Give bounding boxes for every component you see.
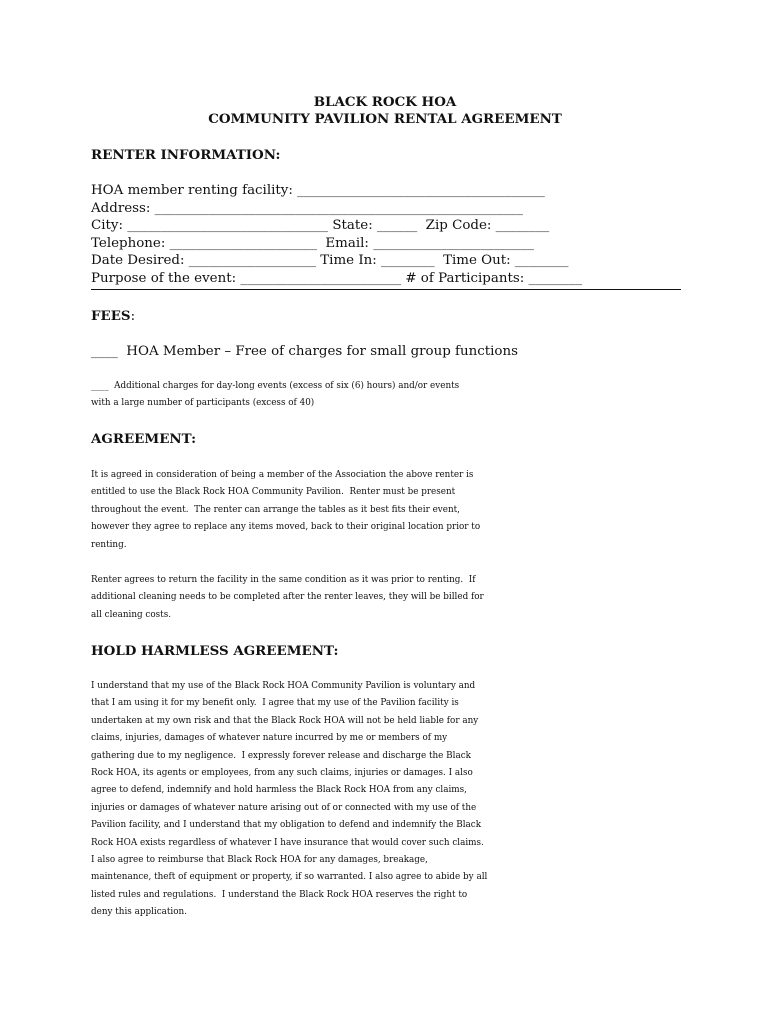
telephone-email-field: Telephone: ______________________ Email: ________________________: [91, 236, 534, 251]
document-title: BLACK ROCK HOA: [313, 94, 457, 110]
fees-heading: [91, 308, 135, 325]
fees-heading-label: FEES: [91, 308, 131, 324]
hold-harmless-heading: HOLD HARMLESS AGREEMENT:: [91, 643, 339, 659]
paragraph-line: I understand that my use of the Black Rock HOA Community Pavilion is voluntary and: [91, 681, 476, 691]
fee-option-additional-line: ____ Additional charges for day-long events (excess of six (6) hours) and/or events: [91, 381, 460, 391]
city-state-zip-field: City: ______________________________ State: ______ Zip Code: ________: [91, 218, 550, 233]
paragraph-line: I also agree to reimburse that Black Rock HOA for any damages, breakage,: [91, 855, 428, 866]
fee-option-member: ____ HOA Member – Free of charges for small group functions: [91, 344, 518, 359]
paragraph-line: that I am using it for my benefit only. I agree that my use of the Pavilion facility is: [91, 698, 459, 709]
paragraph-line: Renter agrees to return the facility in the same condition as it was prior to renting. If: [91, 575, 476, 585]
paragraph-line: deny this application.: [91, 907, 188, 918]
fees-heading-colon: :: [130, 309, 136, 324]
paragraph-line: injuries or damages of whatever nature arising out of or connected with my use of the: [91, 802, 477, 813]
address-field: Address: _______________________________________________________: [91, 201, 523, 216]
hold-harmless-paragraph: [91, 678, 691, 922]
fee-option-additional-line: with a large number of participants (excess of 40): [91, 398, 315, 409]
paragraph-line: entitled to use the Black Rock HOA Community Pavilion. Renter must be present: [91, 487, 456, 498]
document-subtitle: COMMUNITY PAVILION RENTAL AGREEMENT: [208, 111, 562, 127]
paragraph-line: undertaken at my own risk and that the Black Rock HOA will not be held liable for any: [91, 715, 479, 726]
paragraph-line: all cleaning costs.: [91, 609, 172, 620]
paragraph-line: Rock HOA exists regardless of whatever I have insurance that would cover such claims.: [91, 837, 484, 848]
agreement-heading: AGREEMENT:: [91, 431, 197, 447]
paragraph-line: gathering due to my negligence. I expressly forever release and discharge the Black: [91, 750, 471, 761]
paragraph-line: maintenance, theft of equipment or property, if so warranted. I also agree to abide by all: [91, 872, 488, 883]
paragraph-line: throughout the event. The renter can arrange the tables as it best fits their event,: [91, 504, 460, 515]
date-time-field: Date Desired: ___________________ Time In: ________ Time Out: ________: [91, 253, 569, 268]
agreement-paragraph-1: [91, 467, 691, 554]
paragraph-line: additional cleaning needs to be completed after the renter leaves, they will be billed for: [91, 592, 484, 603]
renter-info-divider: [91, 289, 681, 290]
paragraph-line: agree to defend, indemnify and hold harmless the Black Rock HOA from any claims,: [91, 785, 467, 796]
paragraph-line: listed rules and regulations. I understand the Black Rock HOA reserves the right to: [91, 889, 468, 900]
paragraph-line: claims, injuries, damages of whatever nature incurred by me or members of my: [91, 733, 448, 744]
hoa-member-field: HOA member renting facility: _____________________________________: [91, 183, 545, 198]
paragraph-line: Rock HOA, its agents or employees, from any such claims, injuries or damages. I also: [91, 768, 473, 779]
paragraph-line: It is agreed in consideration of being a member of the Association the above renter is: [91, 470, 474, 480]
fee-option-additional: [91, 378, 691, 413]
paragraph-line: renting.: [91, 539, 127, 550]
paragraph-line: however they agree to replace any items moved, back to their original location prior to: [91, 522, 481, 533]
purpose-participants-field: Purpose of the event: ________________________ # of Participants: ________: [91, 271, 583, 286]
agreement-paragraph-2: [91, 572, 691, 624]
paragraph-line: Pavilion facility, and I understand that my obligation to defend and indemnify the Black: [91, 820, 482, 831]
renter-information-heading: RENTER INFORMATION:: [91, 147, 281, 163]
